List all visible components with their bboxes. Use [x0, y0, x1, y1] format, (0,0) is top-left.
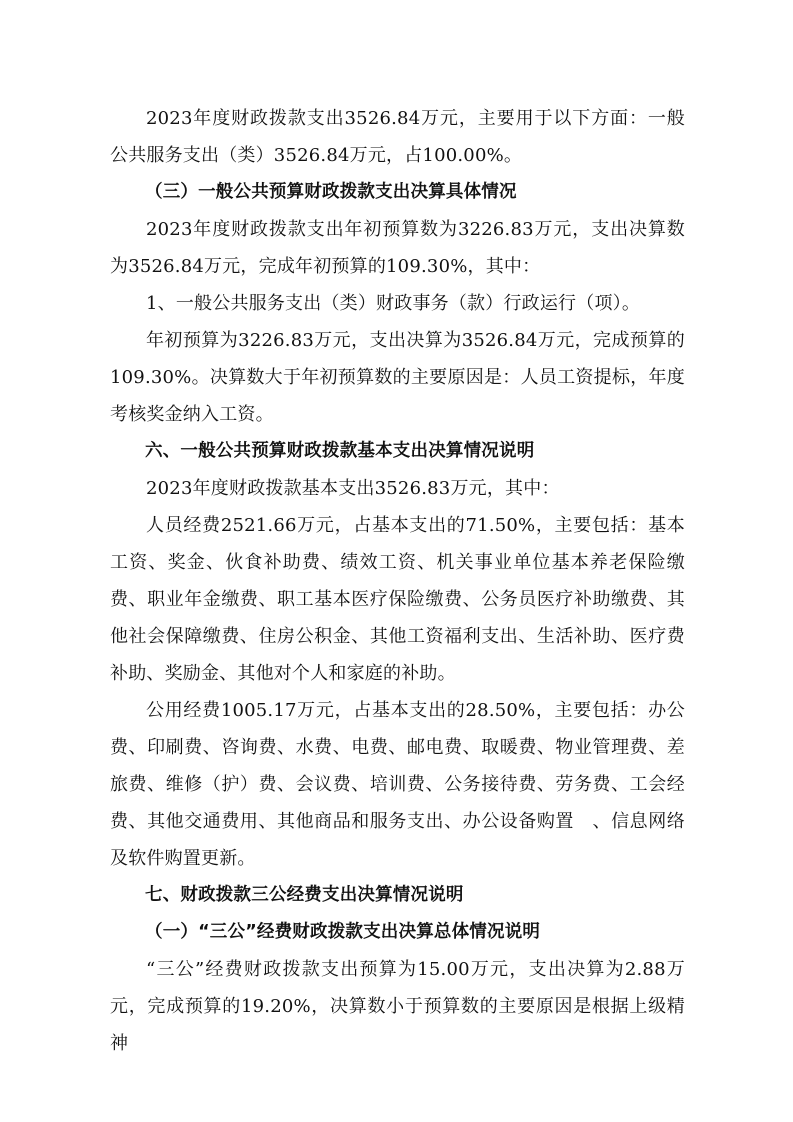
- paragraph-expenditure-summary: 2023年度财政拨款支出3526.84万元，主要用于以下方面：一般公共服务支出（类）3526.84万元，占100.00%。: [110, 108, 685, 166]
- heading-section-7: 七、财政拨款三公经费支出决算情况说明: [145, 885, 464, 905]
- heading-section-6: 六、一般公共预算财政拨款基本支出决算情况说明: [145, 441, 535, 461]
- paragraph-public-expenses: 公用经费1005.17万元，占基本支出的28.50%，主要包括：办公费、印刷费、咨询费、水费、电费、邮电费、取暖费、物业管理费、差旅费、维修（护）费、会议费、培训费、公务接待费、劳务费、工会经费、其他交通费用、其他商品和服务支出、办公设备购置 、信息网络及软件购置更新。: [110, 700, 685, 869]
- paragraph-item-1-detail: 年初预算为3226.83万元，支出决算为3526.84万元，完成预算的109.30%。决算数大于年初预算数的主要原因是：人员工资提标，年度考核奖金纳入工资。: [110, 330, 685, 425]
- paragraph-item-1: 1、一般公共服务支出（类）财政事务（款）行政运行（项）。: [146, 293, 641, 314]
- document-body: [110, 100, 685, 1062]
- paragraph-basic-expenditure: 2023年度财政拨款基本支出3526.83万元，其中：: [146, 478, 560, 499]
- paragraph-three-public-budget: “三公”经费财政拨款支出预算为15.00万元，支出决算为2.88万元，完成预算的19.20%，决算数小于预算数的主要原因是根据上级精神: [110, 959, 685, 1054]
- heading-specific-situation: （三）一般公共预算财政拨款支出决算具体情况: [145, 182, 517, 202]
- heading-three-public-overview: （一）“三公”经费财政拨款支出决算总体情况说明: [145, 922, 541, 942]
- paragraph-personnel-expenses: 人员经费2521.66万元，占基本支出的71.50%，主要包括：基本工资、奖金、伙食补助费、绩效工资、机关事业单位基本养老保险缴费、职业年金缴费、职工基本医疗保险缴费、公务员医疗补助缴费、其他社会保障缴费、住房公积金、其他工资福利支出、生活补助、医疗费补助、奖励金、其他对个人和家庭的补助。: [110, 515, 685, 684]
- paragraph-annual-budget: 2023年度财政拨款支出年初预算数为3226.83万元，支出决算数为3526.84万元，完成年初预算的109.30%，其中：: [110, 219, 685, 277]
